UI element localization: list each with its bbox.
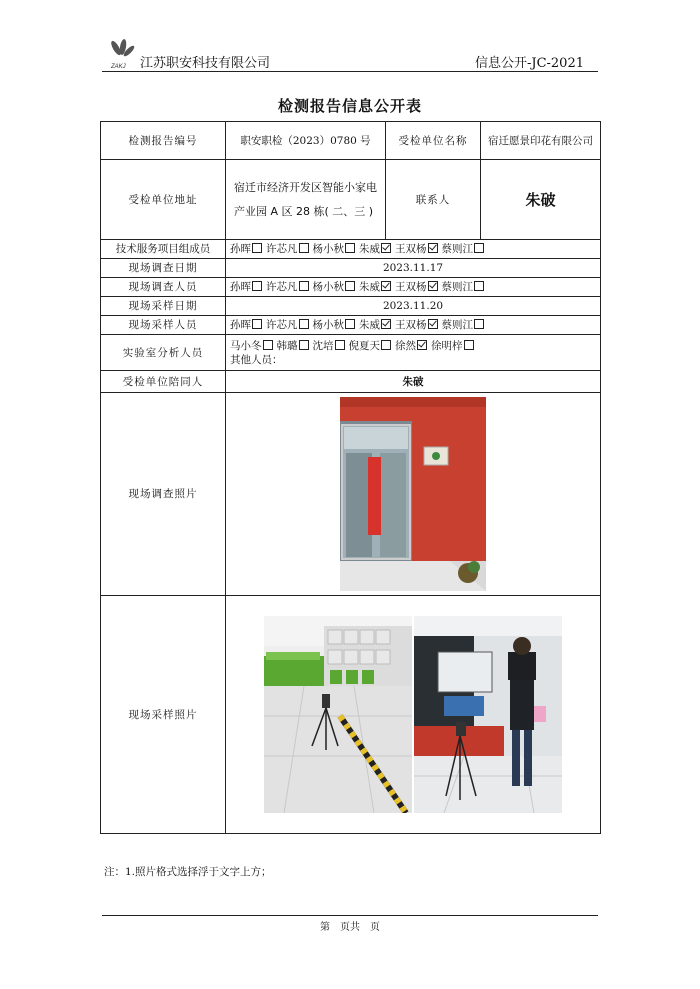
staff-name: 杨小秋 [312, 243, 344, 255]
staff-name: 朱威 [359, 243, 380, 255]
staff-name: 王双杨 [395, 319, 427, 331]
staff-survey-5 [442, 281, 485, 293]
contact-value: 朱破 [481, 160, 601, 240]
lab-staff-list [230, 339, 596, 353]
sampling-date-value: 2023.11.20 [226, 297, 601, 316]
unchecked-box-icon [263, 340, 273, 350]
sampling-photo-warehouse [264, 616, 412, 813]
staff-name: 许芯凡 [266, 243, 298, 255]
staff-survey-2 [313, 281, 356, 293]
unchecked-box-icon [474, 243, 484, 253]
staff-name: 孙晖 [230, 243, 251, 255]
survey-photo-cell [226, 393, 601, 596]
staff-name: 韩璐 [276, 339, 298, 352]
sampling-date-label: 现场采样日期 [101, 297, 226, 316]
company-logo [104, 36, 138, 70]
checked-box-icon [428, 243, 438, 253]
staff-sampling-4 [395, 319, 438, 331]
staff-survey-1 [266, 281, 309, 293]
survey-staff-label: 现场调查人员 [101, 278, 226, 297]
client-address-value: 宿迁市经济开发区智能小家电产业园 A 区 28 栋( 二、三 ) [226, 160, 386, 240]
unchecked-box-icon [299, 319, 309, 329]
sampling-photo-workshop [414, 616, 562, 813]
checked-box-icon [381, 319, 391, 329]
unchecked-box-icon [345, 281, 355, 291]
staff-name: 杨小秋 [312, 281, 344, 293]
unchecked-box-icon [299, 340, 309, 350]
sampling-photo-cell [226, 596, 601, 834]
sampling-staff-label: 现场采样人员 [101, 316, 226, 335]
staff-name: 蔡则江 [441, 281, 473, 293]
unchecked-box-icon [381, 340, 391, 350]
client-name-label: 受检单位名称 [386, 122, 481, 160]
staff-lab-2 [313, 340, 345, 352]
lab-cell [226, 335, 601, 371]
team-label: 技术服务项目组成员 [101, 240, 226, 259]
survey-date-label: 现场调查日期 [101, 259, 226, 278]
staff-team-5 [442, 243, 485, 255]
staff-team-2 [313, 243, 356, 255]
unchecked-box-icon [345, 319, 355, 329]
staff-lab-1 [277, 340, 309, 352]
staff-name: 孙晖 [230, 281, 251, 293]
survey-photo [340, 397, 486, 591]
staff-name: 王双杨 [395, 243, 427, 255]
unchecked-box-icon [345, 243, 355, 253]
staff-name: 朱威 [359, 281, 380, 293]
client-address-label: 受检单位地址 [101, 160, 226, 240]
staff-team-4 [395, 243, 438, 255]
page-title: 检测报告信息公开表 [277, 97, 422, 115]
staff-lab-3 [349, 340, 392, 352]
sampling-photo-label: 现场采样照片 [101, 596, 226, 834]
unchecked-box-icon [335, 340, 345, 350]
unchecked-box-icon [252, 281, 262, 291]
staff-name: 蔡则江 [441, 243, 473, 255]
staff-team-1 [266, 243, 309, 255]
staff-lab-0 [230, 340, 273, 352]
note-text: 注：1.照片格式选择浮于文字上方； [104, 866, 272, 878]
staff-sampling-0 [230, 319, 262, 331]
staff-name: 许芯凡 [266, 319, 298, 331]
staff-lab-4 [395, 340, 427, 352]
staff-name: 蔡则江 [441, 319, 473, 331]
escort-value: 朱破 [226, 371, 601, 393]
unchecked-box-icon [252, 243, 262, 253]
lab-label: 实验室分析人员 [101, 335, 226, 371]
checked-box-icon [417, 340, 427, 350]
header-document-code: 信息公开-JC-2021 [474, 56, 584, 71]
staff-survey-3 [359, 281, 391, 293]
checked-box-icon [381, 243, 391, 253]
staff-name: 徐然 [395, 339, 416, 352]
unchecked-box-icon [474, 281, 484, 291]
staff-name: 徐明梓 [431, 339, 463, 352]
checked-box-icon [428, 319, 438, 329]
checked-box-icon [381, 281, 391, 291]
staff-name: 孙晖 [230, 319, 251, 331]
contact-label: 联系人 [386, 160, 481, 240]
team-list [226, 240, 601, 259]
unchecked-box-icon [252, 319, 262, 329]
staff-team-0 [230, 243, 262, 255]
staff-name: 许芯凡 [266, 281, 298, 293]
staff-sampling-3 [359, 319, 391, 331]
staff-name: 马小冬 [230, 339, 262, 352]
unchecked-box-icon [299, 281, 309, 291]
staff-survey-0 [230, 281, 262, 293]
staff-name: 王双杨 [395, 281, 427, 293]
client-name-value: 宿迁愿景印花有限公司 [481, 122, 601, 160]
report-no-label: 检测报告编号 [101, 122, 226, 160]
survey-staff-list [226, 278, 601, 297]
staff-lab-5 [431, 340, 474, 352]
unchecked-box-icon [474, 319, 484, 329]
staff-name: 杨小秋 [312, 319, 344, 331]
svg-text:ZAKJ: ZAKJ [111, 64, 126, 70]
escort-label: 受检单位陪同人 [101, 371, 226, 393]
staff-name: 沈培 [312, 339, 334, 352]
staff-survey-4 [395, 281, 438, 293]
lab-other-label: 其他人员： [230, 353, 283, 366]
staff-name: 倪夏天 [348, 339, 380, 352]
survey-date-value: 2023.11.17 [226, 259, 601, 278]
unchecked-box-icon [464, 340, 474, 350]
sampling-staff-list [226, 316, 601, 335]
staff-sampling-1 [266, 319, 309, 331]
staff-sampling-5 [442, 319, 485, 331]
header-company-name: 江苏职安科技有限公司 [140, 56, 271, 71]
header-divider [102, 71, 598, 72]
footer-divider [102, 915, 598, 916]
report-no-value: 职安职检（2023）0780 号 [226, 122, 386, 160]
page-footer: 第 页共 页 [320, 922, 380, 933]
survey-photo-label: 现场调查照片 [101, 393, 226, 596]
info-table [100, 121, 601, 834]
staff-name: 朱威 [359, 319, 380, 331]
staff-team-3 [359, 243, 391, 255]
sampling-photo-pair [264, 616, 562, 813]
unchecked-box-icon [299, 243, 309, 253]
checked-box-icon [428, 281, 438, 291]
staff-sampling-2 [313, 319, 356, 331]
